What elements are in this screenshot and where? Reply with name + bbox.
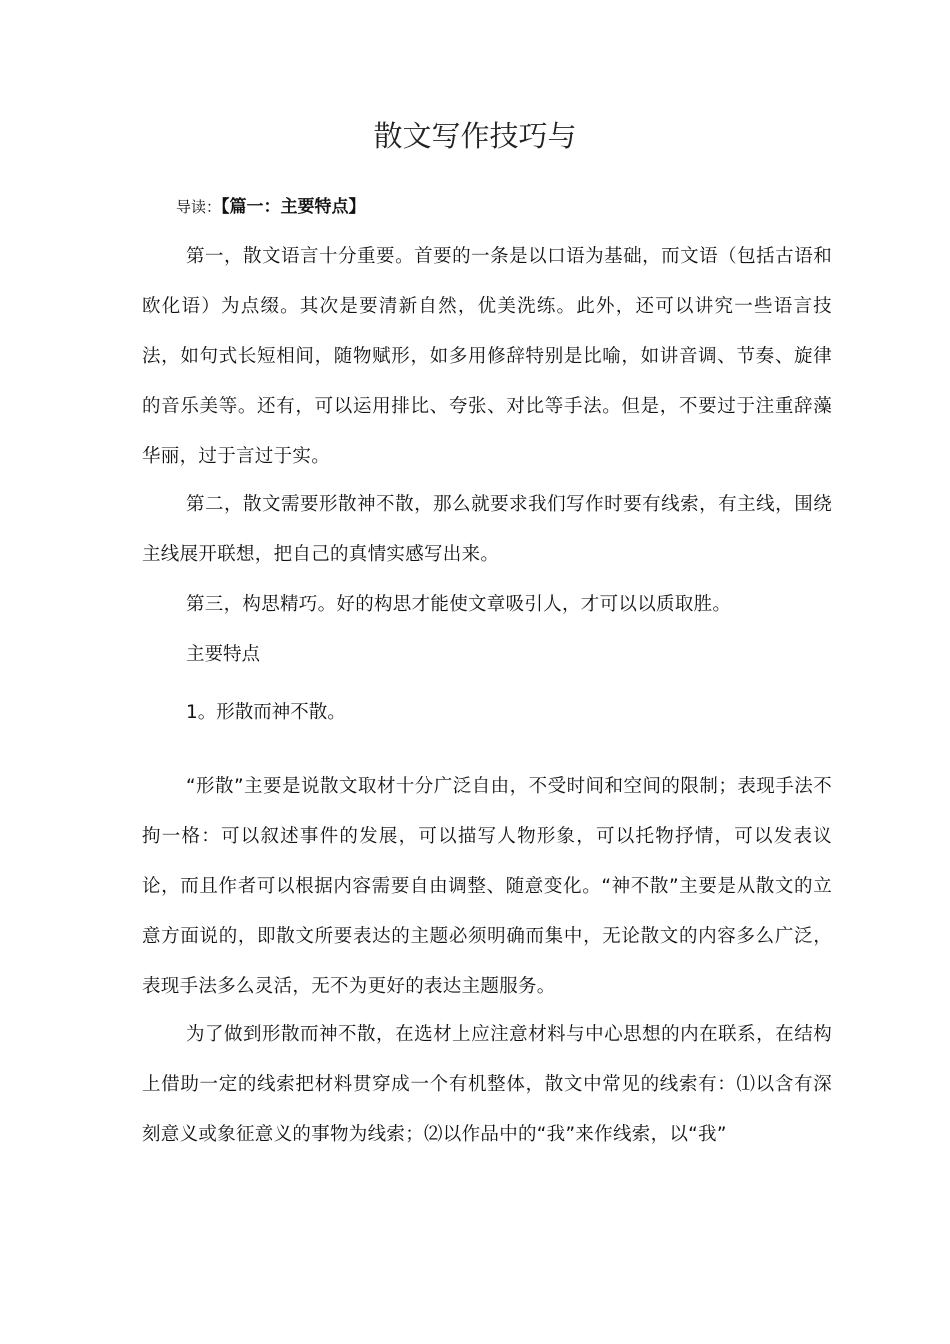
lead-line: [176, 194, 366, 220]
paragraph-clue-methods: 为了做到形散而神不散，在选材上应注意材料与中心思想的内在联系，在结构上借助一定的线索把材料贯穿成一个有机整体，散文中常见的线索有：⑴以含有深刻意义或象征意义的事物为线索；⑵以作品中的“我”来作线索，以“我”: [142, 1024, 832, 1145]
lead-prefix: 导读：: [176, 198, 222, 216]
lead-heading: 【篇一：主要特点】: [221, 197, 366, 217]
paragraph-third-point: 第三，构思精巧。好的构思才能使文章吸引人，才可以以质取胜。: [186, 594, 732, 615]
paragraph-first-point: 第一，散文语言十分重要。首要的一条是以口语为基础，而文语（包括古语和欧化语）为点缀。其次是要清新自然，优美洗练。此外，还可以讲究一些语言技法，如句式长短相间，随物赋形，如多用修辞特别是比喻，如讲音调、节奏、旋律的音乐美等。还有，可以运用排比、夸张、对比等手法。但是，不要过于注重辞藻华丽，过于言过于实。: [142, 246, 832, 467]
paragraph-second-point: 第二，散文需要形散神不散，那么就要求我们写作时要有线索，有主线，围绕主线展开联想，把自己的真情实感写出来。: [142, 494, 832, 565]
list-item-feature-1: 1。形散而神不散。: [186, 702, 346, 723]
paragraph-form-and-spirit: “形散”主要是说散文取材十分广泛自由，不受时间和空间的限制；表现手法不拘一格：可以叙述事件的发展，可以描写人物形象，可以托物抒情，可以发表议论，而且作者可以根据内容需要自由调整、随意变化。“神不散”主要是从散文的立意方面说的，即散文所要表达的主题必须明确而集中，无论散文的内容多么广泛，表现手法多么灵活，无不为更好的表达主题服务。: [142, 776, 832, 997]
section-heading-main-features: 主要特点: [186, 644, 261, 665]
document-title: 散文写作技巧与: [373, 119, 577, 153]
